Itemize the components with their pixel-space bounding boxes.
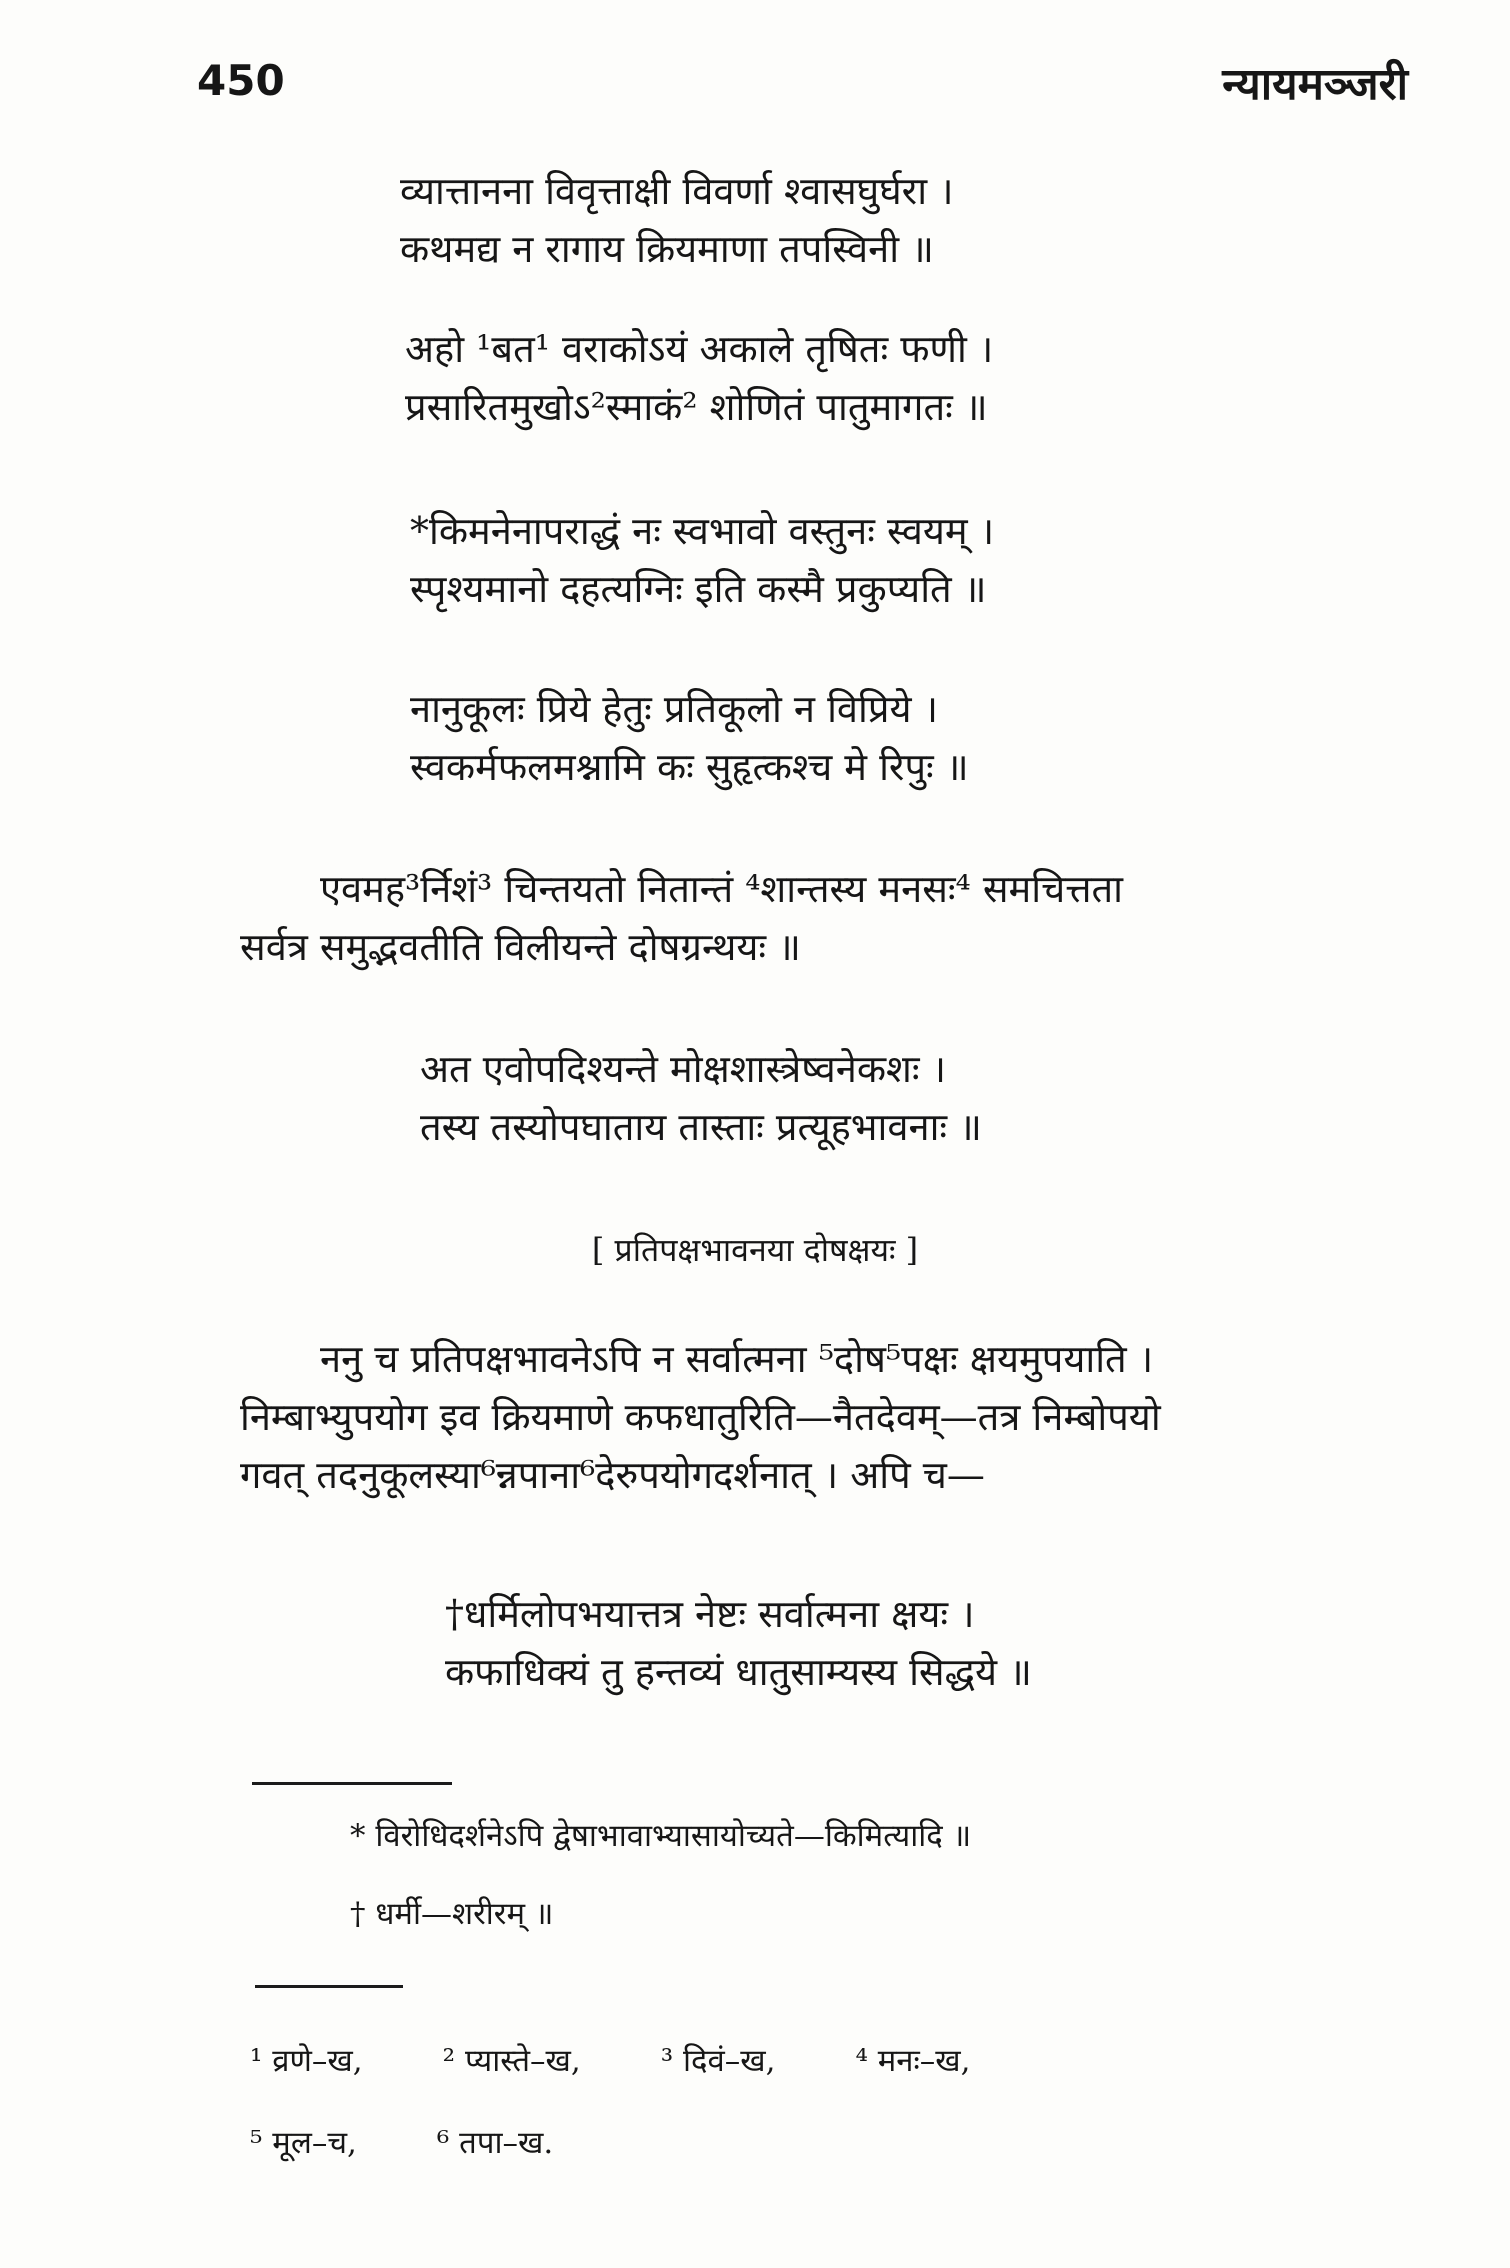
variant-reading: ⁶ तपा–ख. <box>436 2125 554 2161</box>
variant-readings <box>250 2020 1050 2184</box>
running-title: न्यायमञ्जरी <box>1222 59 1408 110</box>
variant-reading: ⁴ मनः–ख, <box>855 2043 971 2079</box>
verse-1 <box>400 162 954 278</box>
footnote-star: * विरोधिदर्शनेऽपि द्वेषाभावाभ्यासायोच्यते—किमित्यादि ॥ <box>350 1818 972 1854</box>
variant-reading: ³ दिवं–ख, <box>660 2043 776 2079</box>
verse-line: अत एवोपदिश्यन्ते मोक्षशास्त्रेष्वनेकशः । <box>420 1047 947 1091</box>
prose-line: ननु च प्रतिपक्षभावनेऽपि न सर्वात्मना ⁵दोष⁵पक्षः क्षयमुपयाति । <box>320 1337 1154 1381</box>
verse-2 <box>405 320 993 436</box>
variant-reading: ² प्यास्ते–ख, <box>442 2043 581 2079</box>
verse-line: कथमद्य न रागाय क्रियमाणा तपस्विनी ॥ <box>400 227 934 271</box>
prose-line: एवमह³र्निशं³ चिन्तयतो नितान्तं ⁴शान्तस्य मनसः⁴ समचित्तता <box>320 867 1124 911</box>
verse-6 <box>445 1585 1032 1701</box>
prose-line: गवत् तदनुकूलस्या⁶न्नपाना⁶देरुपयोगदर्शनात् । अपि च— <box>240 1453 985 1497</box>
verse-line: नानुकूलः प्रिये हेतुः प्रतिकूलो न विप्रिये । <box>410 687 939 731</box>
variant-reading: ⁵ मूल–च, <box>250 2125 357 2161</box>
prose-line: सर्वत्र समुद्भवतीति विलीयन्ते दोषग्रन्थयः ॥ <box>240 925 801 969</box>
verse-3 <box>410 502 994 618</box>
verse-line: †धर्मिलोपभयात्तत्र नेष्टः सर्वात्मना क्षयः । <box>445 1592 975 1636</box>
verse-5 <box>420 1040 982 1156</box>
variant-line-1 <box>250 2020 1050 2102</box>
verse-line: *किमनेनापराद्धं नः स्वभावो वस्तुनः स्वयम् । <box>410 509 995 553</box>
verse-line: व्यात्तानना विवृत्ताक्षी विवर्णा श्वासघुर्घरा । <box>400 169 954 213</box>
verse-line: स्पृश्यमानो दहत्यग्निः इति कस्मै प्रकुप्यति ॥ <box>410 567 987 611</box>
verse-4 <box>410 680 969 796</box>
variant-line-2 <box>250 2102 1050 2184</box>
verse-line: कफाधिक्यं तु हन्तव्यं धातुसाम्यस्य सिद्धये ॥ <box>445 1650 1032 1694</box>
prose-line: निम्बाभ्युपयोग इव क्रियमाणे कफधातुरिति—नैतदेवम्—तत्र निम्बोपयो <box>240 1395 1161 1439</box>
verse-line: तस्य तस्योपघाताय तास्ताः प्रत्यूहभावनाः ॥ <box>420 1105 982 1149</box>
footnote-rule <box>252 1782 452 1785</box>
page-number: 450 <box>197 56 285 105</box>
variants-rule <box>255 1985 403 1988</box>
verse-line: स्वकर्मफलमश्नामि कः सुहृत्कश्च मे रिपुः ॥ <box>410 745 969 789</box>
prose-paragraph-2 <box>240 1330 1440 1504</box>
section-heading: [ प्रतिपक्षभावनया दोषक्षयः ] <box>591 1231 919 1269</box>
verse-line: अहो ¹बत¹ वराकोऽयं अकाले तृषितः फणी । <box>405 327 994 371</box>
variant-reading: ¹ व्रणे–ख, <box>250 2043 363 2079</box>
footnote-dagger: † धर्मी—शरीरम् ॥ <box>350 1896 554 1932</box>
verse-line: प्रसारितमुखोऽ²स्माकं² शोणितं पातुमागतः ॥ <box>405 385 988 429</box>
prose-paragraph-1 <box>240 860 1440 976</box>
page-header <box>0 48 1510 118</box>
